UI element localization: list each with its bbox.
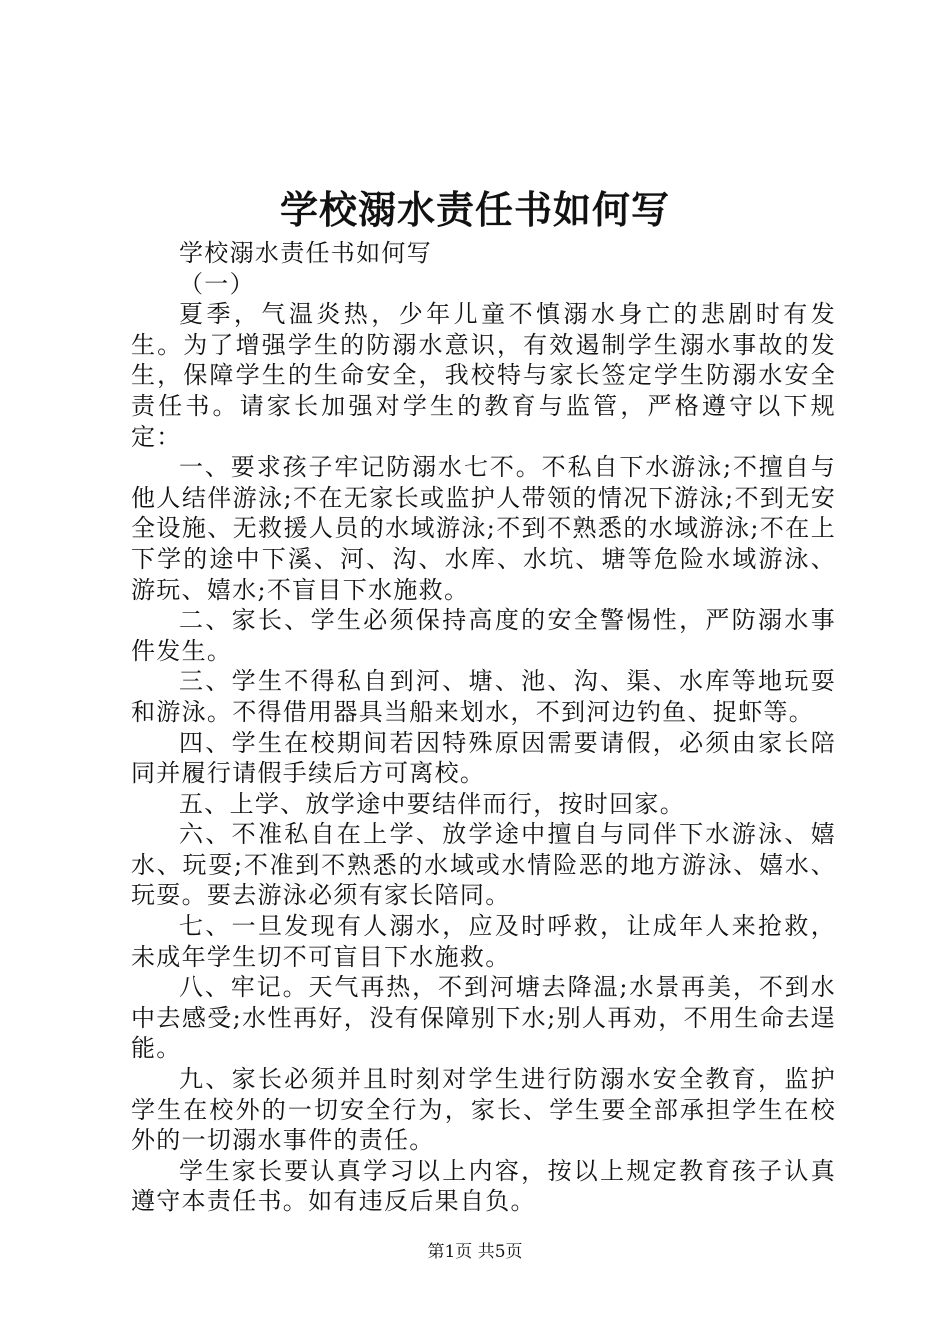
paragraph-rule-4: 四、学生在校期间若因特殊原因需要请假，必须由家长陪同并履行请假手续后方可离校。	[131, 728, 836, 788]
paragraph-rule-9: 九、家长必须并且时刻对学生进行防溺水安全教育，监护学生在校外的一切安全行为，家长、学生要全部承担学生在校外的一切溺水事件的责任。	[131, 1065, 836, 1155]
document-subtitle: 学校溺水责任书如何写	[179, 239, 432, 267]
page-footer: 第1页 共5页	[427, 1242, 523, 1262]
section-marker: （一）	[179, 269, 255, 298]
paragraph-closing: 学生家长要认真学习以上内容，按以上规定教育孩子认真遵守本责任书。如有违反后果自负。	[131, 1156, 836, 1216]
paragraph-rule-6: 六、不准私自在上学、放学途中擅自与同伴下水游泳、嬉水、玩耍;不准到不熟悉的水域或水情险恶的地方游泳、嬉水、玩耍。要去游泳必须有家长陪同。	[131, 820, 836, 910]
document-body	[131, 238, 836, 1217]
paragraph-rule-1: 一、要求孩子牢记防溺水七不。不私自下水游泳;不擅自与他人结伴游泳;不在无家长或监护人带领的情况下游泳;不到无安全设施、无救援人员的水域游泳;不到不熟悉的水域游泳;不在上下学的途中下溪、河、沟、水库、水坑、塘等危险水域游泳、游玩、嬉水;不盲目下水施救。	[131, 453, 836, 604]
paragraph-rule-5: 五、上学、放学途中要结伴而行，按时回家。	[179, 789, 685, 818]
paragraph-rule-7: 七、一旦发现有人溺水，应及时呼救，让成年人来抢救，未成年学生切不可盲目下水施救。	[131, 912, 836, 971]
document-title: 学校溺水责任书如何写	[279, 187, 670, 232]
paragraph-intro: 夏季，气温炎热，少年儿童不慎溺水身亡的悲剧时有发生。为了增强学生的防溺水意识，有效遏制学生溺水事故的发生，保障学生的生命安全，我校特与家长签定学生防溺水安全责任书。请家长加强对学生的教育与监管，严格遵守以下规定：	[131, 300, 836, 451]
paragraph-rule-2: 二、家长、学生必须保持高度的安全警惕性，严防溺水事件发生。	[131, 606, 836, 665]
paragraph-rule-8: 八、牢记。天气再热，不到河塘去降温;水景再美，不到水中去感受;水性再好，没有保障别下水;别人再劝，不用生命去逞能。	[131, 973, 836, 1063]
paragraph-rule-3: 三、学生不得私自到河、塘、池、沟、渠、水库等地玩耍和游泳。不得借用器具当船来划水，不到河边钓鱼、捉虾等。	[131, 667, 836, 726]
